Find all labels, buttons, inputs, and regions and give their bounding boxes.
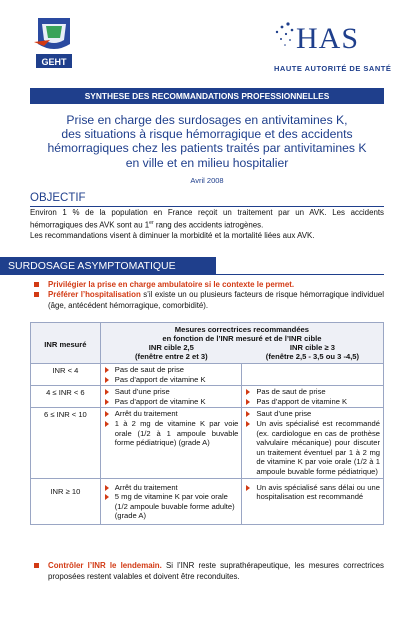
target-3-cell [242,478,384,524]
list-item [246,397,380,407]
list-item-text: Saut d’une prise [256,409,312,419]
surdosage-heading: SURDOSAGE ASYMPTOMATIQUE [0,257,216,275]
has-logo-dots [268,20,298,54]
arrow-bullet-icon [246,421,250,427]
objectif-p1-end: rang des accidents iatrogènes. [153,220,264,230]
list-item [105,365,239,375]
subheader-line: (fenêtre 2,5 - 3,5 ou 3 -4,5) [265,352,360,361]
table-header-row [31,323,384,344]
list-item-text: Pas d’apport de vitamine K [256,396,348,406]
table-row [31,386,384,408]
footer-bullet [30,561,384,582]
list-item [105,483,239,493]
arrow-bullet-icon [246,411,250,417]
synthesis-banner: SYNTHESE DES RECOMMANDATIONS PROFESSIONNELLES [30,88,384,104]
inr-value-cell: 6 ≤ INR < 10 [31,408,101,478]
inr-value-cell: INR < 4 [31,364,101,386]
has-logo-word: HAS [296,22,360,55]
geht-logo-graphic [30,14,78,76]
list-item-text: Arrêt du traitement [114,482,178,492]
arrow-bullet-icon [246,485,250,491]
measures-group-header [100,323,383,344]
bullet-item [30,280,384,290]
target-3-cell [242,408,384,478]
list-item [246,419,380,477]
list-item [105,409,239,419]
list-item-text: Un avis spécialisé est recommandé (ex. cardiologue en cas de prothèse valvulaire mécanique) pour discuter un traitement éventuel par 1 à 2 mg de vitamine K par voie orale (1/2 à 1 ampoule buvable forme pédiatrique) [256,418,380,476]
target-25-cell [100,364,242,386]
inr-column-header: INR mesuré [31,323,101,364]
subheader-line: INR cible 2,5 [148,343,194,352]
list-item [246,387,380,397]
target-3-cell [242,364,384,386]
list-item-text: Un avis spécialisé sans délai ou une hospitalisation est recommandé [256,482,380,502]
arrow-bullet-icon [105,399,109,405]
main-title [30,113,384,170]
objectif-paragraph-2: Les recommandations visent à diminuer la morbidité et la mortalité liées aux AVK. [30,231,315,241]
table-row [31,478,384,524]
surdosage-bullets [30,280,384,311]
list-item-text: 5 mg de vitamine K par voie orale (1/2 ampoule buvable forme adulte) (grade A) [114,492,235,521]
bullet-text: s’il existe un ou plusieurs facteurs de risque hémorragique individuel (âge, antécédent hémorragique, comorbidité). [48,290,384,310]
subheader-line: (fenêtre entre 2 et 3) [135,352,208,361]
list-item-text: Saut d’une prise [114,387,170,397]
list-item-text: 1 à 2 mg de vitamine K par voie orale (1/2 à 1 ampoule buvable forme pédiatrique) (grade A) [114,418,239,448]
has-logo [268,14,392,76]
geht-logo [30,14,78,76]
arrow-bullet-icon [105,494,109,500]
objectif-p1-sup: er [149,220,154,227]
list-item [246,483,380,502]
list-item-text: Pas de saut de prise [114,365,185,374]
footer-emphasis: Contrôler l’INR le lendemain. [48,561,162,570]
square-bullet-icon [34,563,39,568]
bullet-item [30,290,384,311]
bullet-emphasis: Préférer l’hospitalisation [48,290,141,300]
group-header-line: Mesures correctrices recommandées [174,325,309,334]
list-item-text: Arrêt du traitement [114,409,178,419]
objectif-heading: OBJECTIF [30,192,86,204]
square-bullet-icon [34,292,39,297]
list-item-text: Pas de saut de prise [256,387,326,397]
objectif-p1-text: Environ 1 % de la population en France reçoit un traitement par un AVK. Les accidents hémorragiques des AVK sont au 1 [30,208,384,230]
inr-value-cell: INR ≥ 10 [31,478,101,524]
list-item [105,419,239,448]
publication-date: Avril 2008 [190,176,224,185]
inr-value-cell: 4 ≤ INR < 6 [31,386,101,408]
svg-text:GEHT: GEHT [41,57,67,67]
objectif-body [30,208,384,241]
list-item [105,387,239,397]
table-row [31,408,384,478]
list-item-text: Pas d’apport de vitamine K [114,396,206,406]
footer-text: Si l’INR reste suprathérapeutique, les mesures correctrices proposées restent valables et doivent être reconduites. [48,561,385,581]
list-item [246,409,380,419]
list-item [105,492,239,521]
title-line: des situations à risque hémorragique et des accidents [61,127,353,142]
surdosage-divider [216,274,384,275]
arrow-bullet-icon [105,485,109,491]
recommendations-table [30,322,384,525]
list-item [105,375,239,385]
arrow-bullet-icon [246,399,250,405]
arrow-bullet-icon [105,421,109,427]
target-25-cell [100,386,242,408]
title-line: en ville et en milieu hospitalier [125,155,289,170]
list-item [105,397,239,407]
arrow-bullet-icon [105,377,109,383]
bullet-emphasis: Privilégier la prise en charge ambulatoire si le contexte le permet. [48,280,295,289]
target-3-cell [242,386,384,408]
target-25-cell [100,408,242,478]
objectif-divider [30,206,384,207]
table-row [31,364,384,386]
subheader-line: INR cible ≥ 3 [289,343,335,352]
inr-target-25-header [100,343,242,364]
arrow-bullet-icon [105,367,109,373]
inr-target-3-header [242,343,384,364]
group-header-line: en fonction de l’INR mesuré et de l’INR cible [162,334,322,343]
arrow-bullet-icon [246,389,250,395]
title-line: hémorragiques chez les patients traités par antivitamines K [47,141,367,156]
list-item-text: Pas d’apport de vitamine K [114,374,206,384]
has-logo-subtitle: HAUTE AUTORITÉ DE SANTÉ [274,64,392,73]
objectif-paragraph-1 [30,208,384,231]
arrow-bullet-icon [105,411,109,417]
square-bullet-icon [34,282,39,287]
arrow-bullet-icon [105,389,109,395]
target-25-cell [100,478,242,524]
title-line: Prise en charge des surdosages en antivitamines K, [66,113,348,127]
